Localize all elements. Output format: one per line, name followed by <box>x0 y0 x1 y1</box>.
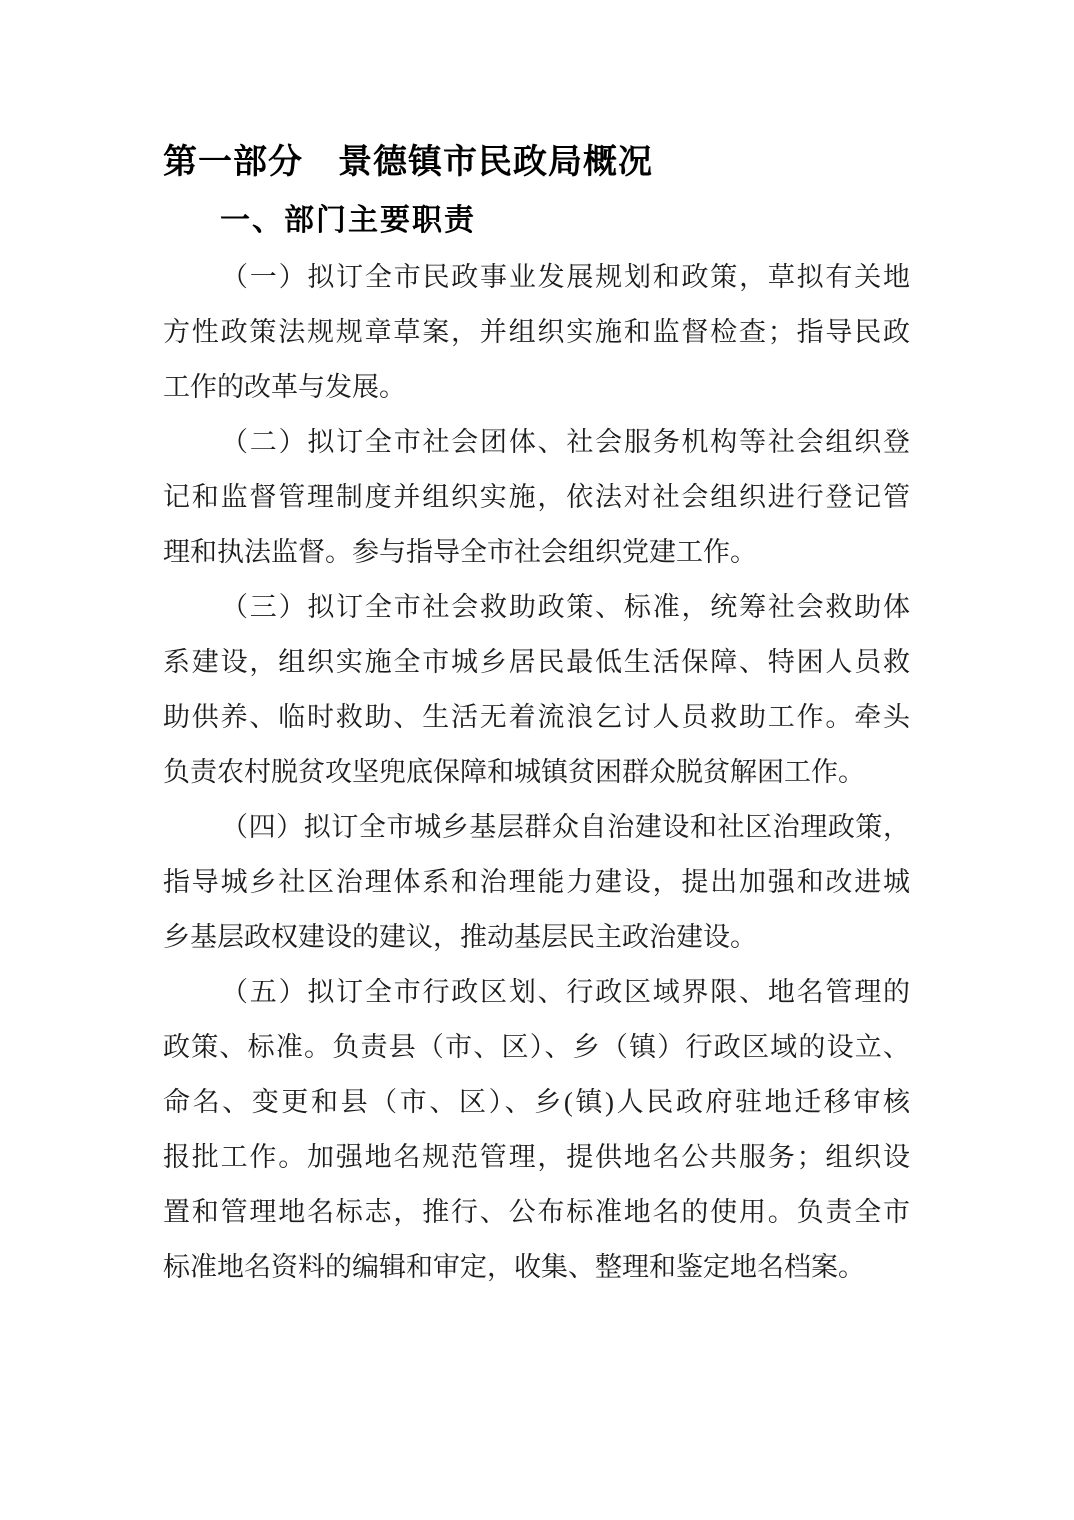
text-line: 指导城乡社区治理体系和治理能力建设，提出加强和改进城 <box>163 867 910 897</box>
text-line: （五）拟订全市行政区划、行政区域界限、地名管理的 <box>221 977 910 1007</box>
text-line: 记和监督管理制度并组织实施，依法对社会组织进行登记管 <box>163 482 910 512</box>
text-line: 命名、变更和县（市、区）、乡(镇)人民政府驻地迁移审核 <box>163 1087 910 1117</box>
text-line: 理和执法监督。参与指导全市社会组织党建工作。 <box>163 537 757 567</box>
text-line: 系建设，组织实施全市城乡居民最低生活保障、特困人员救 <box>163 647 910 677</box>
text-line: 乡基层政权建设的建议，推动基层民主政治建设。 <box>163 922 757 952</box>
text-line: （三）拟订全市社会救助政策、标准，统筹社会救助体 <box>221 592 910 622</box>
text-line: 助供养、临时救助、生活无着流浪乞讨人员救助工作。牵头 <box>163 702 910 732</box>
paragraph-5 <box>163 965 910 1295</box>
text-line: （二）拟订全市社会团体、社会服务机构等社会组织登 <box>221 427 910 457</box>
text-line: 方性政策法规规章草案，并组织实施和监督检查；指导民政 <box>163 317 910 347</box>
text-line: （四）拟订全市城乡基层群众自治建设和社区治理政策， <box>221 812 910 842</box>
paragraph-1 <box>163 250 910 415</box>
text-line: 负责农村脱贫攻坚兜底保障和城镇贫困群众脱贫解困工作。 <box>163 757 865 787</box>
paragraph-2 <box>163 415 910 580</box>
document-title: 第一部分 景德镇市民政局概况 <box>163 144 653 181</box>
text-line: 工作的改革与发展。 <box>163 372 406 402</box>
paragraph-3 <box>163 580 910 800</box>
text-line: 报批工作。加强地名规范管理，提供地名公共服务；组织设 <box>163 1142 910 1172</box>
text-line: 置和管理地名标志，推行、公布标准地名的使用。负责全市 <box>163 1197 910 1227</box>
text-line: 标准地名资料的编辑和审定，收集、整理和鉴定地名档案。 <box>163 1252 865 1282</box>
text-line: （一）拟订全市民政事业发展规划和政策，草拟有关地 <box>221 262 910 292</box>
text-line: 政策、标准。负责县（市、区）、乡（镇）行政区域的设立、 <box>163 1032 910 1062</box>
paragraph-4 <box>163 800 910 965</box>
section-heading: 一、部门主要职责 <box>220 204 476 237</box>
document-body <box>163 250 910 1295</box>
